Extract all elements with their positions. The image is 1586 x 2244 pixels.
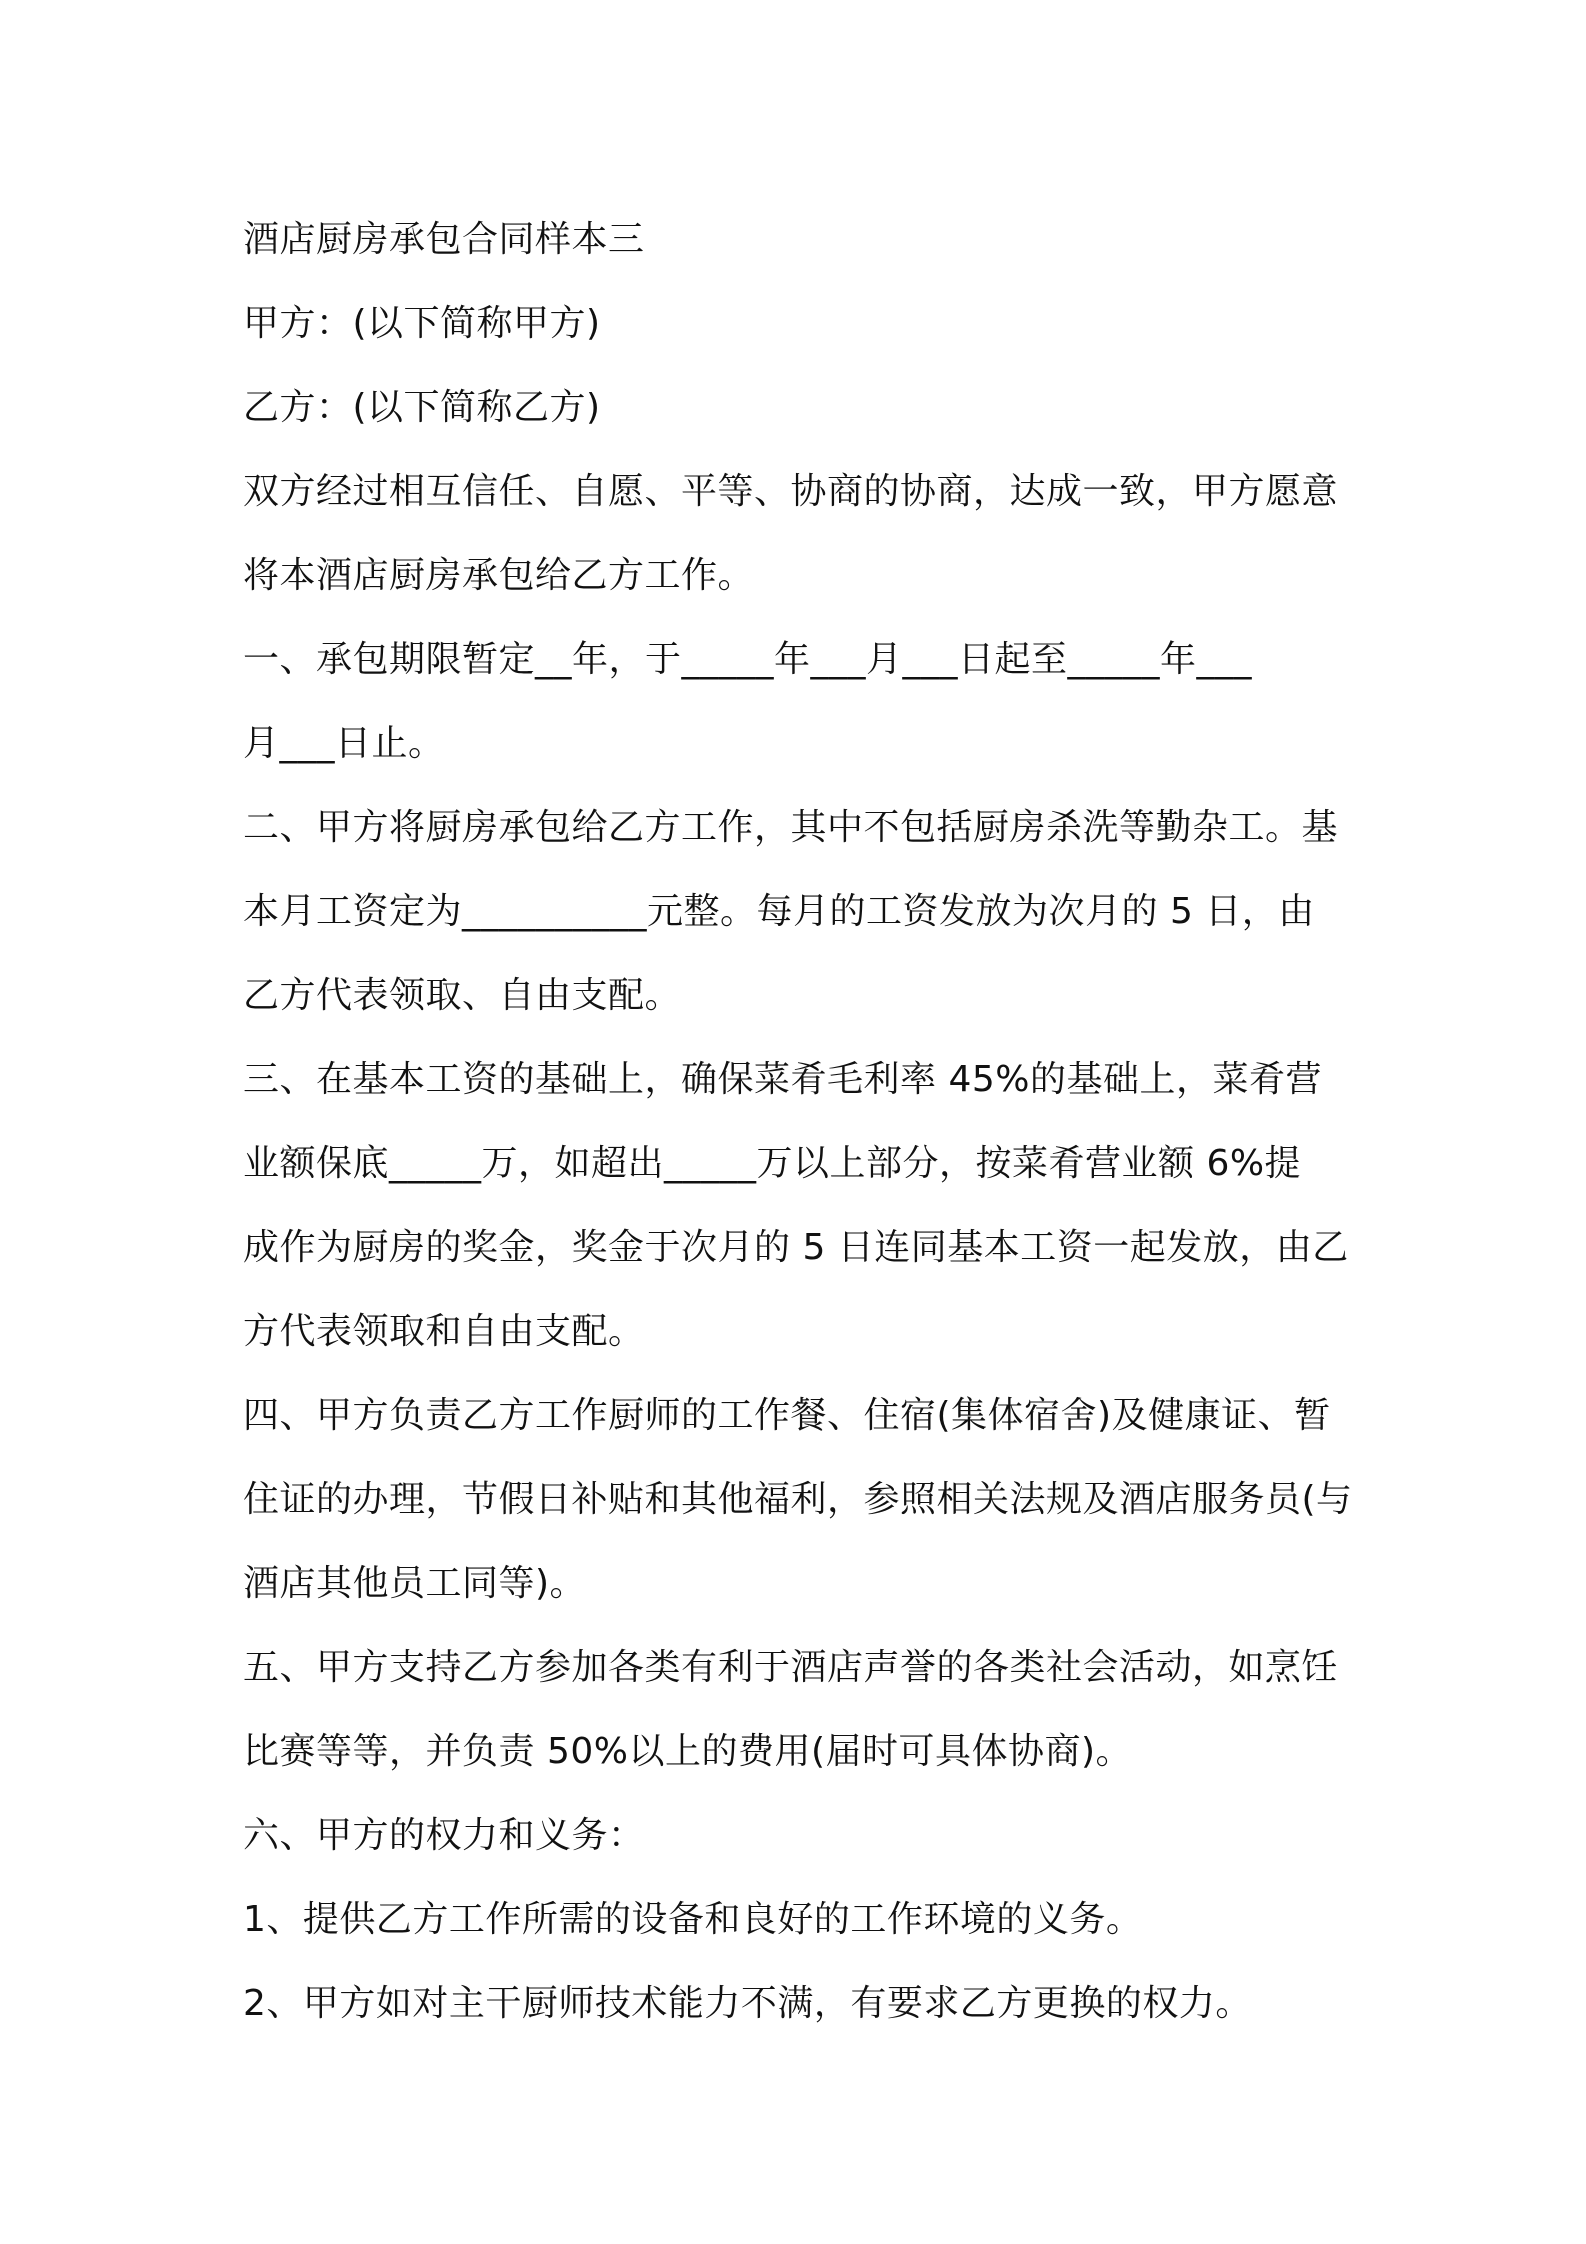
clause-3-line-1: 三、在基本工资的基础上，确保菜肴毛利率 45%的基础上，菜肴营	[243, 1059, 1322, 1100]
clause-6-item-1: 1、提供乙方工作所需的设备和良好的工作环境的义务。	[243, 1899, 1143, 1940]
clause-4-line-1: 四、甲方负责乙方工作厨师的工作餐、住宿(集体宿舍)及健康证、暂	[243, 1395, 1331, 1436]
clause-3-line-2: 业额保底_____万，如超出_____万以上部分，按菜肴营业额 6%提	[243, 1143, 1302, 1184]
party-a-line: 甲方：(以下简称甲方)	[243, 303, 601, 344]
clause-4-line-3: 酒店其他员工同等)。	[243, 1563, 587, 1604]
contract-body	[243, 198, 1363, 2046]
clause-2-line-1: 二、甲方将厨房承包给乙方工作，其中不包括厨房杀洗等勤杂工。基	[243, 807, 1339, 848]
clause-5-line-2: 比赛等等，并负责 50%以上的费用(届时可具体协商)。	[243, 1731, 1133, 1772]
document-title: 酒店厨房承包合同样本三	[243, 219, 645, 260]
clause-3-line-4: 方代表领取和自由支配。	[243, 1311, 645, 1352]
preamble-line-2: 将本酒店厨房承包给乙方工作。	[243, 555, 755, 596]
clause-1-line-2: 月___日止。	[243, 723, 445, 764]
clause-2-line-2: 本月工资定为__________元整。每月的工资发放为次月的 5 日，由	[243, 891, 1315, 932]
clause-3-line-3: 成作为厨房的奖金，奖金于次月的 5 日连同基本工资一起发放，由乙	[243, 1227, 1349, 1268]
clause-4-line-2: 住证的办理，节假日补贴和其他福利，参照相关法规及酒店服务员(与	[243, 1479, 1353, 1520]
clause-6-item-2: 2、甲方如对主干厨师技术能力不满，有要求乙方更换的权力。	[243, 1983, 1252, 2024]
preamble-line-1: 双方经过相互信任、自愿、平等、协商的协商，达成一致，甲方愿意	[243, 471, 1339, 512]
clause-6-heading: 六、甲方的权力和义务：	[243, 1815, 645, 1856]
clause-5-line-1: 五、甲方支持乙方参加各类有利于酒店声誉的各类社会活动，如烹饪	[243, 1647, 1339, 1688]
party-b-line: 乙方：(以下简称乙方)	[243, 387, 601, 428]
clause-2-line-3: 乙方代表领取、自由支配。	[243, 975, 682, 1016]
clause-1-line-1: 一、承包期限暂定__年，于_____年___月___日起至_____年___	[243, 639, 1253, 680]
